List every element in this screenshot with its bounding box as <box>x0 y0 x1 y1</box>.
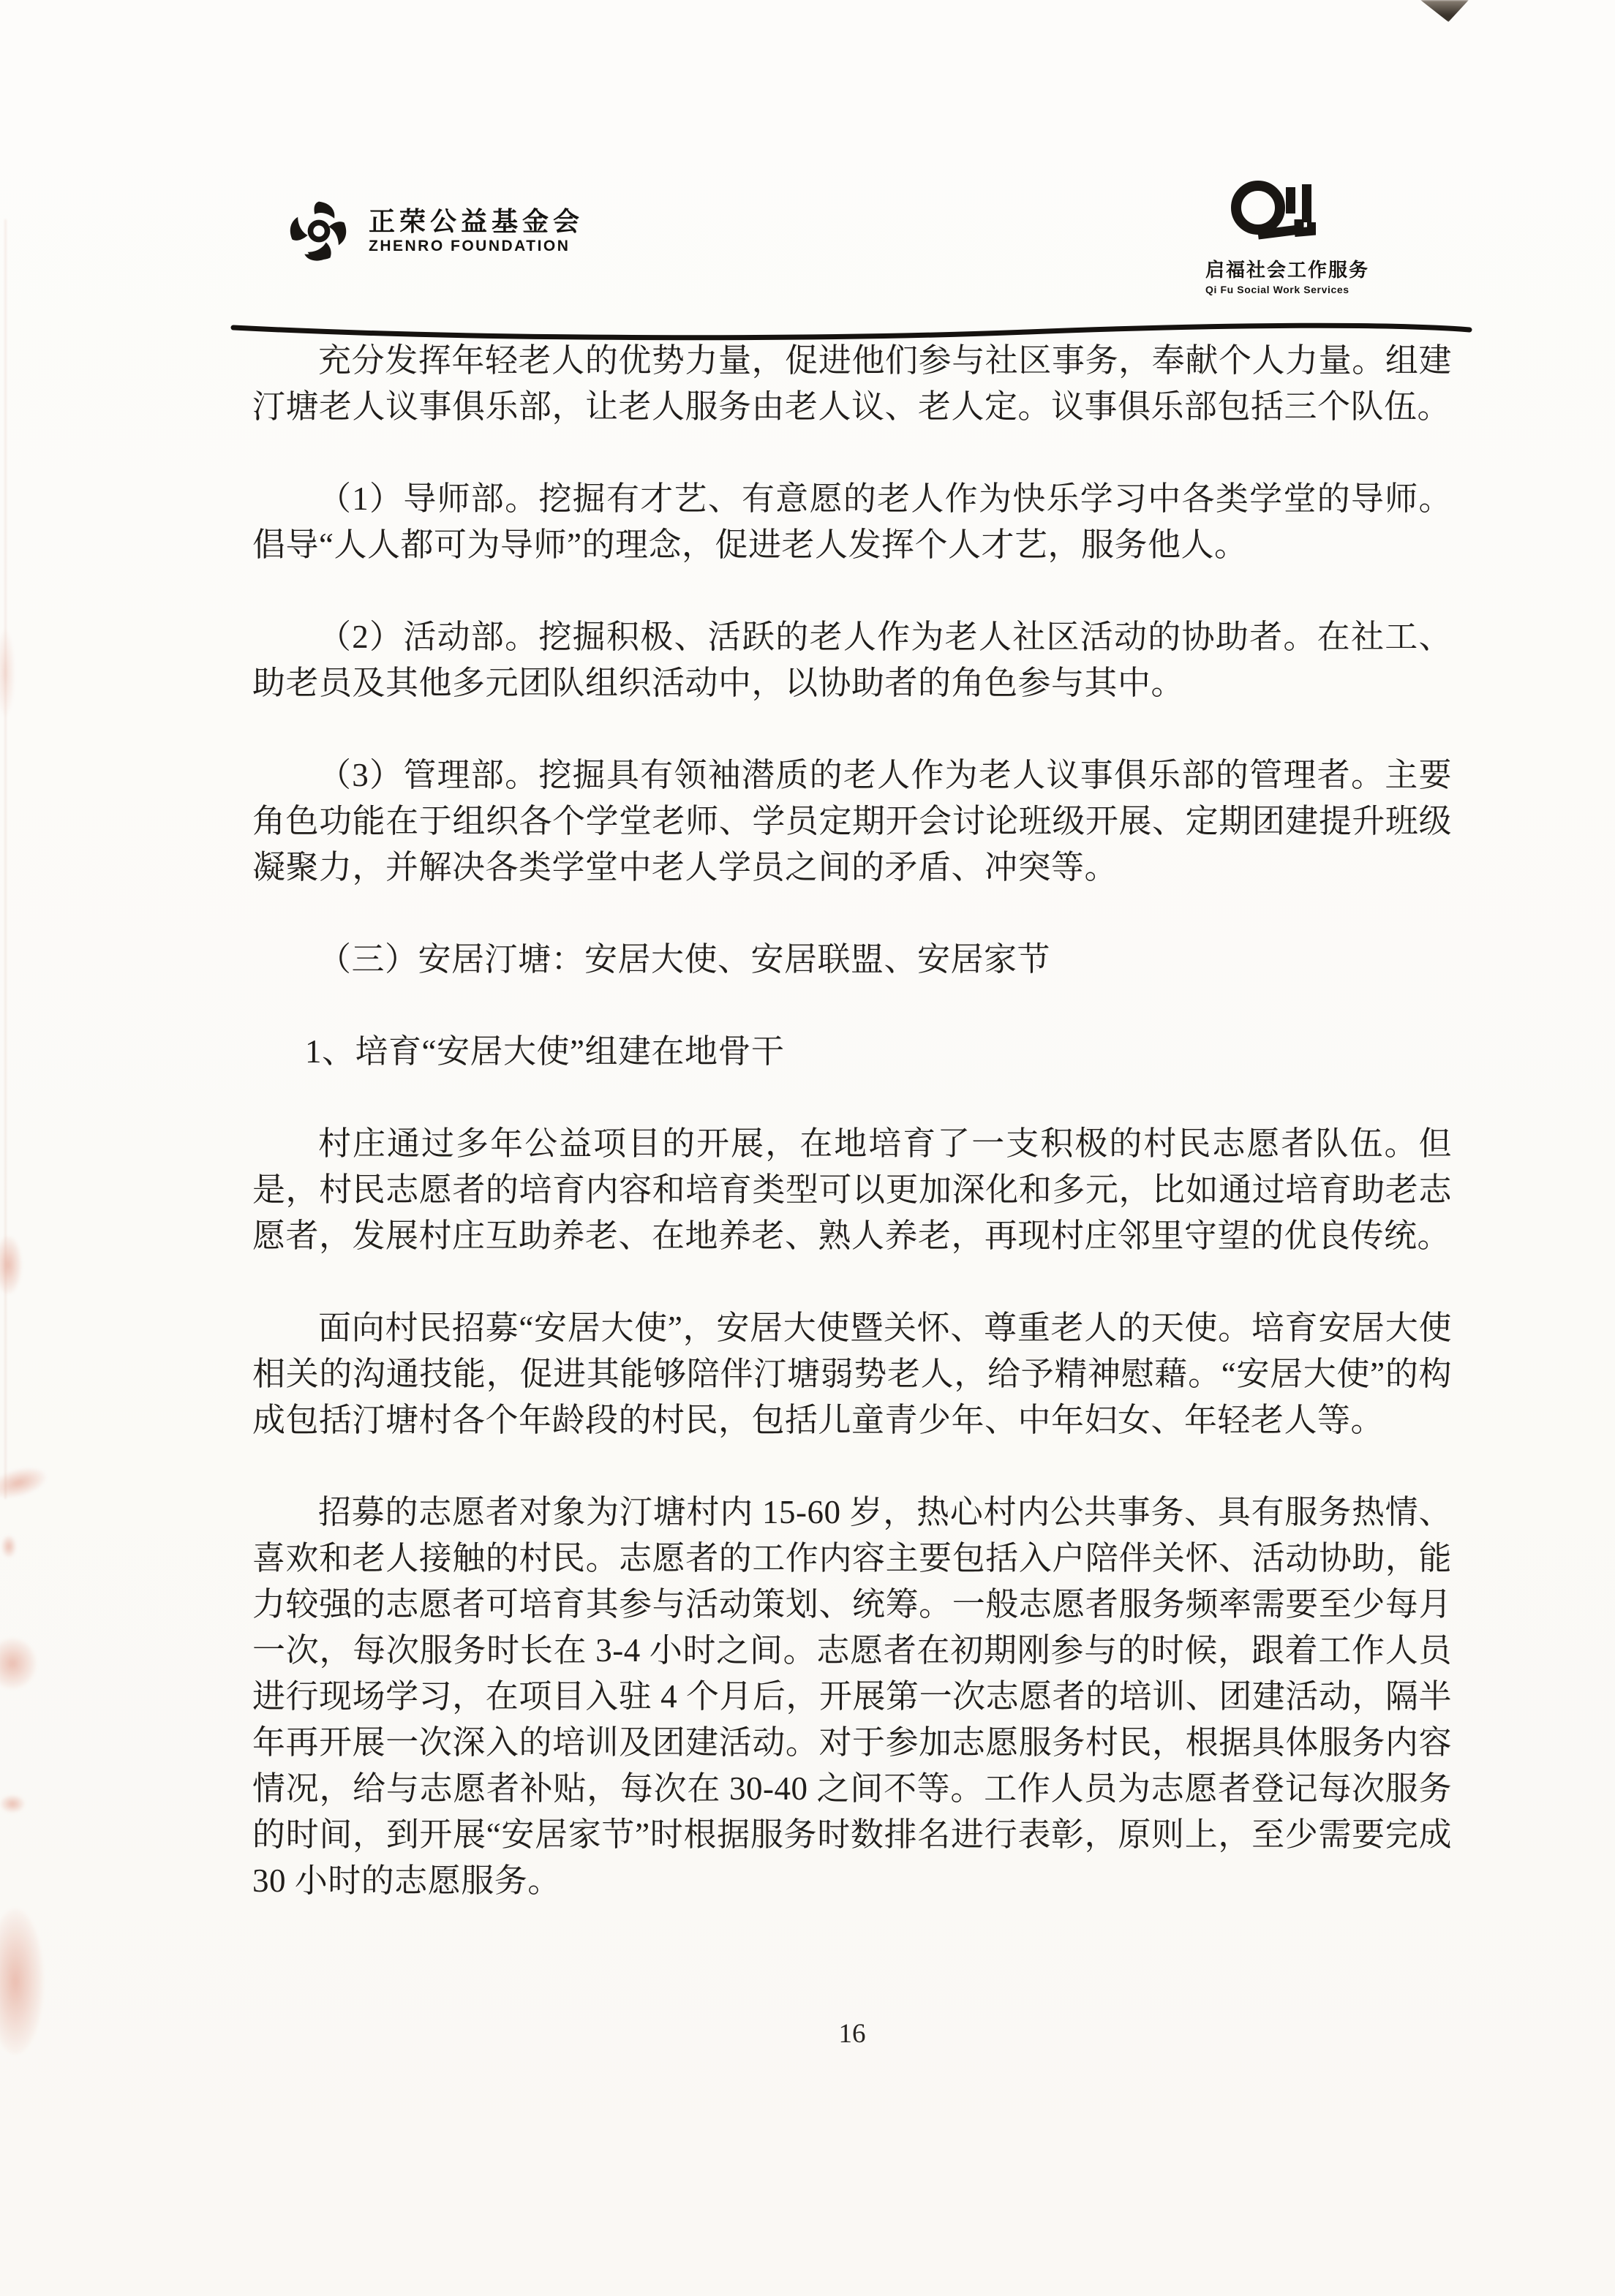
zhenro-logo <box>284 196 584 266</box>
paragraph: 村庄通过多年公益项目的开展，在地培育了一支积极的村民志愿者队伍。但是，村民志愿者的培育内容和培育类型可以更加深化和多元，比如通过培育助老志愿者，发展村庄互助养老、在地养老、熟人养老，再现村庄邻里守望的优良传统。 <box>252 1125 1452 1254</box>
paragraph: （2）活动部。挖掘积极、活跃的老人作为老人社区活动的协助者。在社工、助老员及其他多元团队组织活动中，以协助者的角色参与其中。 <box>252 619 1452 701</box>
paragraph: （3）管理部。挖掘具有领袖潜质的老人作为老人议事俱乐部的管理者。主要角色功能在于组织各个学堂老师、学员定期开会讨论班级开展、定期团建提升班级凝聚力，并解决各类学堂中老人学员之间的矛盾、冲突等。 <box>252 757 1452 885</box>
scan-smudge <box>0 629 15 717</box>
zhenro-swirl-icon <box>284 196 354 266</box>
sub-heading: 1、培育“安居大使”组建在地骨干 <box>305 1033 785 1070</box>
scan-smudge <box>0 1236 22 1294</box>
section-heading: （三）安居汀塘：安居大使、安居联盟、安居家节 <box>318 941 1051 978</box>
paragraph: 招募的志愿者对象为汀塘村内 15-60 岁，热心村内公共事务、具有服务热情、喜欢和老人接触的村民。志愿者的工作内容主要包括入户陪伴关怀、活动协助，能力较强的志愿者可培育其参与活动策划、统筹。一般志愿者服务频率需要至少每月一次，每次服务时长在 3-4 小时之间。志愿者在初期刚参与的时候，跟着工作人员进行现场学习，在项目入驻 4 个月后，开展第一次志愿者的培训、团建活动，隔半年再开展一次深入的培训及团建活动。对于参加志愿服务村民，根据具体服务内容情况，给与志愿者补贴，每次在 30-40 之间不等。工作人员为志愿者登记每次服务的时间，到开展“安居家节”时根据服务时数排名进行表彰，原则上，至少需要完成 30 小时的志愿服务。 <box>252 1494 1452 1899</box>
paragraph: 充分发挥年轻老人的优势力量，促进他们参与社区事务，奉献个人力量。组建汀塘老人议事俱乐部，让老人服务由老人议、老人定。议事俱乐部包括三个队伍。 <box>252 342 1452 425</box>
qifu-logo-cn: 启福社会工作服务 <box>1205 259 1370 281</box>
scan-smudge <box>0 1908 44 2055</box>
scan-smudge <box>0 1638 37 1689</box>
document-body <box>252 338 1452 1950</box>
scan-smudge <box>0 1795 25 1813</box>
scan-smudge <box>1 1536 16 1557</box>
qifu-q-icon <box>1229 174 1331 247</box>
zhenro-logo-en: ZHENRO FOUNDATION <box>369 237 571 254</box>
qifu-logo <box>1205 174 1425 295</box>
paragraph: 面向村民招募“安居大使”，安居大使暨关怀、尊重老人的天使。培育安居大使相关的沟通技能，促进其能够陪伴汀塘弱势老人，给予精神慰藉。“安居大使”的构成包括汀塘村各个年龄段的村民，包括儿童青少年、中年妇女、年轻老人等。 <box>252 1310 1452 1438</box>
qifu-logo-en: Qi Fu Social Work Services <box>1205 284 1349 295</box>
page-number: 16 <box>838 2019 866 2049</box>
scan-edge-line <box>4 219 7 1499</box>
scan-smudge <box>0 1463 49 1503</box>
paragraph: （1）导师部。挖掘有才艺、有意愿的老人作为快乐学习中各类学堂的导师。倡导“人人都可为导师”的理念，促进老人发挥个人才艺，服务他人。 <box>252 480 1452 563</box>
zhenro-logo-cn: 正荣公益基金会 <box>369 206 584 237</box>
scan-corner-mark <box>1420 0 1469 22</box>
